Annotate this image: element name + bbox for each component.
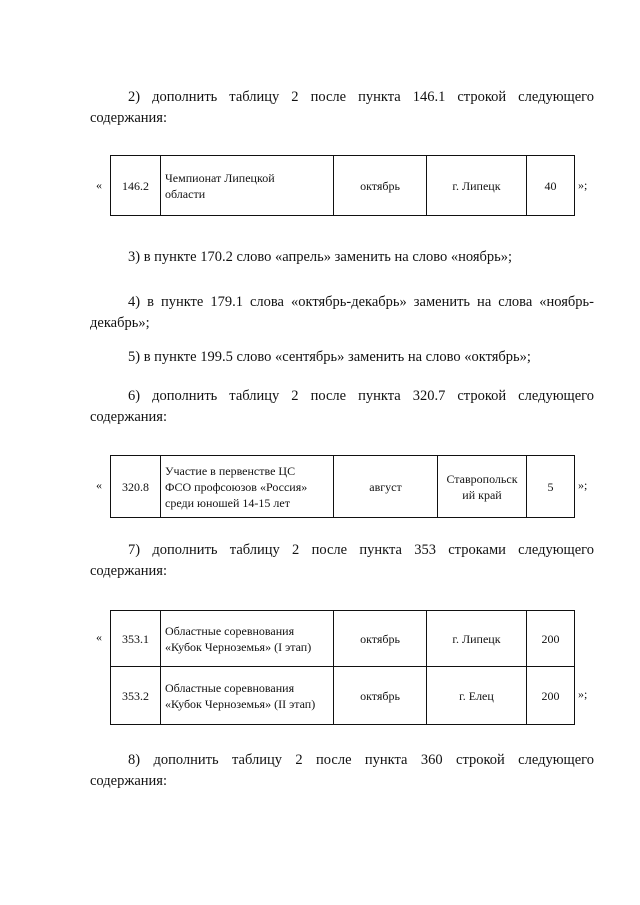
paragraph-8-line-2: содержания: xyxy=(90,773,168,789)
event-place-line: г. Елец xyxy=(459,688,494,703)
event-name-line: «Кубок Черноземья» (I этап) xyxy=(165,639,312,654)
event-place xyxy=(438,456,527,518)
close-quote: »; xyxy=(578,178,588,192)
paragraph-2-line-1: 2) дополнить таблицу 2 после пункта 146.1 строкой следующего xyxy=(128,89,594,105)
event-place-line: г. Липецк xyxy=(452,631,501,646)
participants-count: 5 xyxy=(527,456,575,518)
paragraph-4-line-2: декабрь»; xyxy=(90,315,150,331)
table-row xyxy=(111,456,575,518)
event-name-line: Областные соревнования xyxy=(165,680,295,695)
event-name xyxy=(161,611,334,667)
paragraph-3: 3) в пункте 170.2 слово «апрель» заменить на слово «ноябрь»; xyxy=(128,249,513,265)
open-quote: « xyxy=(96,478,102,492)
participants-count: 200 xyxy=(527,667,575,725)
paragraph-7-line-1: 7) дополнить таблицу 2 после пункта 353 строками следующего xyxy=(128,542,594,558)
event-name-line: Участие в первенстве ЦС xyxy=(165,463,296,478)
table-320-8 xyxy=(110,455,575,518)
event-place xyxy=(427,156,527,216)
event-place-line: Ставропольск xyxy=(446,471,518,486)
table-row xyxy=(111,667,575,725)
event-name-line: «Кубок Черноземья» (II этап) xyxy=(165,696,316,711)
event-name xyxy=(161,156,334,216)
paragraph-2-line-2: содержания: xyxy=(90,110,168,126)
event-name xyxy=(161,456,334,518)
table-row xyxy=(111,156,575,216)
event-place-line: г. Липецк xyxy=(452,178,501,193)
event-name xyxy=(161,667,334,725)
paragraph-6-line-1: 6) дополнить таблицу 2 после пункта 320.7 строкой следующего xyxy=(128,388,594,404)
item-number: 353.1 xyxy=(111,611,161,667)
participants-count: 200 xyxy=(527,611,575,667)
open-quote: « xyxy=(96,178,102,192)
event-place xyxy=(427,611,527,667)
event-month: октябрь xyxy=(334,667,427,725)
event-name-line: Чемпионат Липецкой xyxy=(165,170,275,185)
paragraph-7-line-2: содержания: xyxy=(90,563,168,579)
paragraph-6-line-2: содержания: xyxy=(90,409,168,425)
event-place xyxy=(427,667,527,725)
event-month: октябрь xyxy=(334,156,427,216)
item-number: 353.2 xyxy=(111,667,161,725)
item-number: 320.8 xyxy=(111,456,161,518)
table-353 xyxy=(110,610,575,725)
event-name-line: Областные соревнования xyxy=(165,623,295,638)
paragraph-8-line-1: 8) дополнить таблицу 2 после пункта 360 строкой следующего xyxy=(128,752,594,768)
event-name-line: среди юношей 14-15 лет xyxy=(165,495,290,510)
event-month: август xyxy=(334,456,438,518)
table-row xyxy=(111,611,575,667)
event-place-line: ий край xyxy=(462,487,502,502)
participants-count: 40 xyxy=(527,156,575,216)
close-quote: »; xyxy=(578,478,588,492)
close-quote: »; xyxy=(578,687,588,701)
table-146-2 xyxy=(110,155,575,216)
open-quote: « xyxy=(96,630,102,644)
paragraph-4-line-1: 4) в пункте 179.1 слова «октябрь-декабрь» заменить на слова «ноябрь- xyxy=(128,294,594,310)
item-number: 146.2 xyxy=(111,156,161,216)
paragraph-5: 5) в пункте 199.5 слово «сентябрь» заменить на слово «октябрь»; xyxy=(128,349,531,365)
event-name-line: ФСО профсоюзов «Россия» xyxy=(165,479,308,494)
event-month: октябрь xyxy=(334,611,427,667)
event-name-line: области xyxy=(165,186,206,201)
